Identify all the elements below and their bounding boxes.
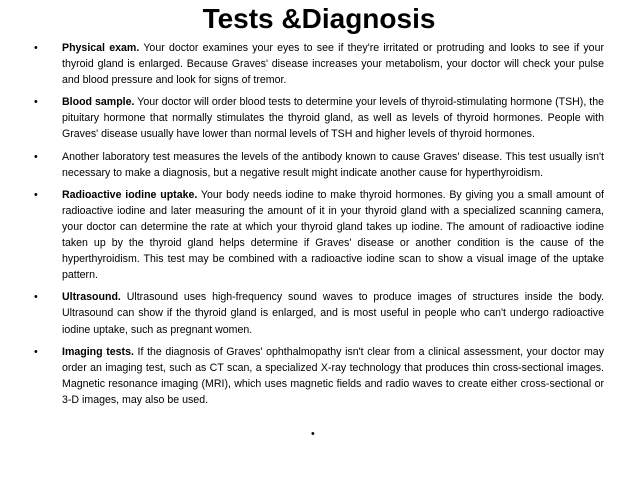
item-term: Ultrasound. bbox=[62, 291, 121, 304]
item-text: Another laboratory test measures the levels of the antibody known to cause Graves' disease. This test usually isn't necessary to make a diagnosis, but a negative result might indicate another cause for hyperthyroidism. bbox=[62, 150, 604, 179]
bullet-icon: • bbox=[34, 345, 38, 358]
item-term: Physical exam. bbox=[62, 42, 140, 54]
bullet-icon: • bbox=[34, 150, 38, 163]
bullet-icon: • bbox=[34, 291, 38, 304]
item-text: If the diagnosis of Graves' ophthalmopathy isn't clear from a clinical assessment, your doctor may order an imaging test, such as CT scan, a specialized X-ray technology that produces thin cross-sectional images. Magnetic resonance imaging (MRI), which uses magnetic fields and radio waves to create either cross-sectional or 3-D images, may also be used. bbox=[62, 345, 604, 406]
item-term: Blood sample. bbox=[62, 96, 135, 109]
list-item bbox=[30, 187, 604, 284]
list-item bbox=[30, 344, 604, 408]
empty-bullet-icon: • bbox=[311, 428, 315, 440]
item-term: Imaging tests. bbox=[62, 345, 134, 358]
item-text: Your body needs iodine to make thyroid hormones. By giving you a small amount of radioactive iodine and later measuring the amount of it in your thyroid gland with a specialized scanning camera, your doctor can determine the rate at which your thyroid gland takes up iodine. The amount of radioactive iodine taken up by the thyroid gland helps determine if Graves' disease or another condition is the cause of the hyperthyroidism. This test may be combined with a radioactive iodine scan to show a visual image of the uptake pattern. bbox=[62, 188, 604, 282]
list-item bbox=[30, 149, 604, 181]
bullet-icon: • bbox=[34, 42, 38, 54]
list-item bbox=[30, 94, 604, 142]
item-text: Ultrasound uses high-frequency sound waves to produce images of structures inside the body. Ultrasound can show if the thyroid gland is enlarged, and is most useful in people who can't undergo radioactive iodine uptake, such as pregnant women. bbox=[62, 291, 604, 336]
list-item bbox=[30, 289, 604, 337]
bullet-icon: • bbox=[34, 96, 38, 109]
list-item bbox=[30, 40, 604, 88]
bullet-icon: • bbox=[34, 188, 38, 201]
diagnosis-list bbox=[30, 40, 604, 414]
slide-title: Tests &Diagnosis bbox=[202, 3, 436, 34]
item-term: Radioactive iodine uptake. bbox=[62, 188, 198, 201]
item-text: Your doctor will order blood tests to determine your levels of thyroid-stimulating hormone (TSH), the pituitary hormone that normally stimulates the thyroid gland, as well as levels of thyroid hormones. People with Graves' disease usually have lower than normal levels of TSH and higher levels of thyroid hormones. bbox=[62, 96, 604, 141]
item-text: Your doctor examines your eyes to see if they're irritated or protruding and looks to see if your thyroid gland is enlarged. Because Graves' disease increases your metabolism, your doctor will check your pulse and blood pressure and look for signs of tremor. bbox=[62, 42, 604, 87]
